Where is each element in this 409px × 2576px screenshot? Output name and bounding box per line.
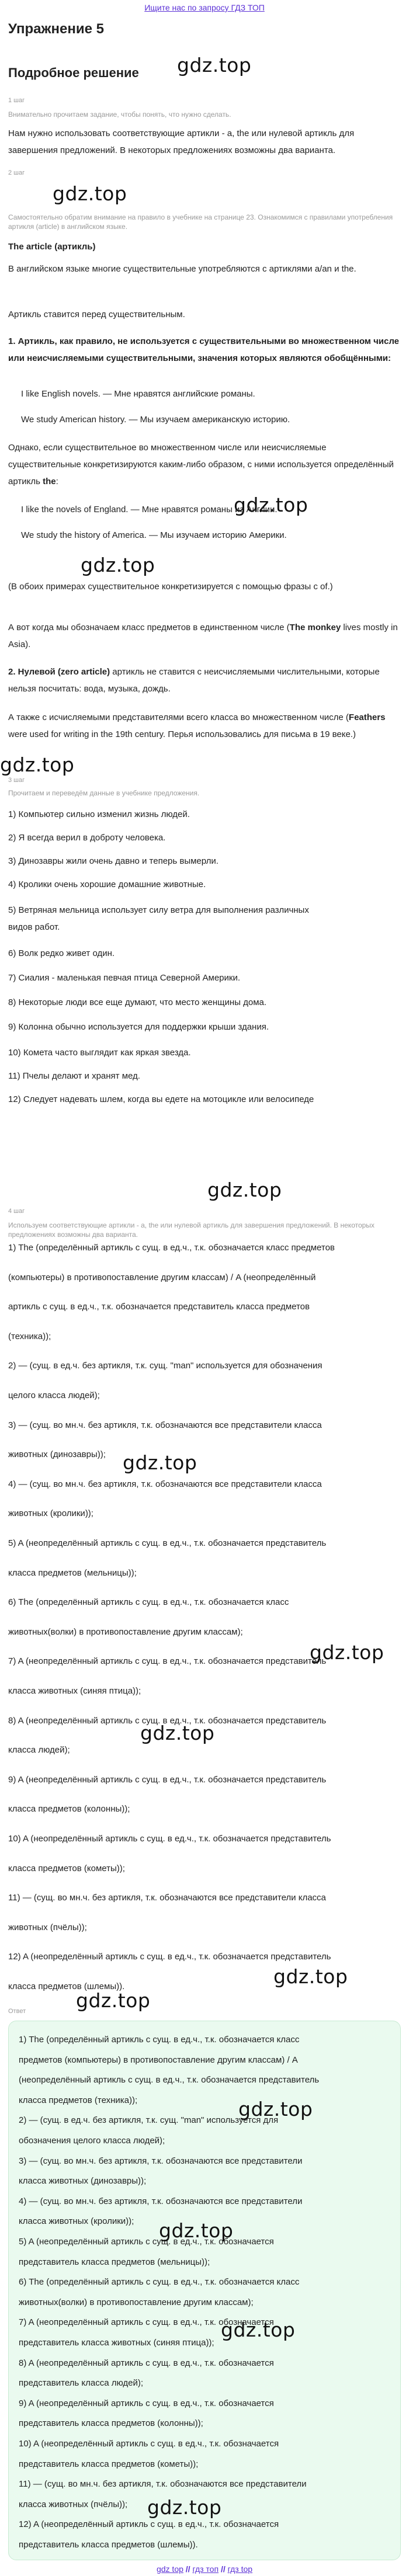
answer-line: предметов (компьютеры) в противопоставление другим классам) / A (19, 2054, 298, 2065)
answer-line: класса предметов (техника)); (19, 2095, 138, 2105)
watermark: gdz.top (53, 182, 127, 205)
example-item: I like the novels of England. — Мне нравятся романы из Англии. (21, 505, 278, 514)
watermark: gdz.top (273, 1965, 348, 1988)
answer-line: 12) A (неопределённый артикль с сущ. в ед.ч., т.к. обозначается (19, 2519, 279, 2530)
solution-line: класса животных (синяя птица)); (8, 1686, 141, 1696)
watermark: gdz.top (76, 1989, 151, 2012)
step-label: 4 шаг (8, 1208, 25, 1215)
section-title: Подробное решение (8, 65, 139, 80)
solution-line: 12) A (неопределённый артикль с сущ. в ед.ч., т.к. обозначается представитель (8, 1952, 331, 1962)
rule-text-part: А также с исчисляемыми представителями всего класса во множественном числе ( (8, 712, 349, 722)
step-intro: Используем соответствующие артикли - a, the или нулевой артикль для завершения предложений. В некоторых предложениях возможны два варианта. (8, 1221, 375, 1239)
step-label: 2 шаг (8, 169, 25, 176)
answer-line: представитель класса животных (синяя птица)); (19, 2338, 214, 2348)
answer-line: 9) A (неопределённый артикль с сущ. в ед.ч., т.к. обозначается (19, 2398, 274, 2408)
rule-text-part: А вот когда мы обозначаем класс предметов в единственном числе ( (8, 623, 290, 632)
step-label: 1 шаг (8, 97, 25, 104)
exercise-title: Упражнение 5 (8, 21, 104, 37)
answer-line: представитель класса предметов (колонны)); (19, 2418, 203, 2429)
solution-line: 3) — (сущ. во мн.ч. без артикля, т.к. обозначаются все представители класса (8, 1420, 322, 1430)
watermark: gdz.top (238, 2098, 313, 2120)
footer-links (0, 2562, 409, 2576)
solution-line: целого класса людей); (8, 1390, 100, 1400)
example-item: We study the history of America. — Мы изучаем историю Америки. (21, 530, 287, 540)
solution-line: 4) — (сущ. во мн.ч. без артикля, т.к. обозначаются все представители класса (8, 1479, 322, 1489)
rule-point (8, 663, 400, 697)
answer-line: 3) — (сущ. во мн.ч. без артикля, т.к. обозначаются все представители (19, 2156, 303, 2166)
footer-separator: // (220, 2564, 226, 2574)
answer-line: 5) A (неопределённый артикль с сущ. в ед.ч., т.к. обозначается (19, 2237, 274, 2247)
watermark: gdz.top (221, 2318, 296, 2341)
solution-line: животных (кролики)); (8, 1508, 93, 1519)
watermark: gdz.top (0, 753, 75, 776)
rule-text (8, 709, 400, 743)
answer-line: 4) — (сущ. во мн.ч. без артикля, т.к. обозначаются все представители (19, 2196, 303, 2206)
sentence-translation: 1) Компьютер сильно изменил жизнь людей. (8, 809, 190, 819)
solution-line: 7) A (неопределённый артикль с сущ. в ед.ч., т.к. обозначается представитель (8, 1656, 327, 1667)
answer-line: представитель класса предметов (мельницы)); (19, 2257, 210, 2267)
step-intro: Прочитаем и переведём данные в учебнике предложения. (8, 789, 200, 797)
sentence-translation: 9) Колонна обычно используется для поддержки крыши здания. (8, 1022, 269, 1032)
footer-separator: // (185, 2564, 190, 2574)
answer-line: класса животных (пчёлы)); (19, 2499, 128, 2509)
answer-line: 2) — (сущ. в ед.ч. без артикля, т.к. сущ. "man" используется для (19, 2115, 279, 2126)
solution-line: 10) A (неопределённый артикль с сущ. в ед.ч., т.к. обозначается представитель (8, 1834, 331, 1844)
step-label: 3 шаг (8, 777, 25, 784)
rule-text-bold: The monkey (289, 623, 341, 632)
rule-text-part: Однако, если существительное во множественном числе или неисчисляемые существительные конкретизируются каким-либо образом, с ними используется определённый артикль (8, 443, 394, 486)
sentence-translation: 4) Кролики очень хорошие домашние животные. (8, 879, 206, 889)
answer-line: 7) A (неопределённый артикль с сущ. в ед.ч., т.к. обозначается (19, 2317, 274, 2328)
watermark: gdz.top (177, 54, 252, 77)
example-item: I like English novels. — Мне нравятся английские романы. (21, 389, 255, 399)
answer-line: 11) — (сущ. во мн.ч. без артикля, т.к. обозначаются все представители (19, 2479, 307, 2490)
sentence-translation: 12) Следует надевать шлем, когда вы едете на мотоцикле или велосипеде (8, 1094, 314, 1104)
solution-line: 6) The (определённый артикль с сущ. в ед.ч., т.к. обозначается класс (8, 1597, 289, 1608)
watermark: gdz.top (123, 1451, 197, 1474)
rule-heading: The article (артикль) (8, 242, 96, 252)
watermark: gdz.top (81, 554, 155, 576)
answer-line: обозначения целого класса людей); (19, 2136, 165, 2146)
solution-line: класса людей); (8, 1745, 70, 1755)
sentence-translation: 6) Волк редко живет один. (8, 948, 115, 958)
solution-line: животных(волки) в противопоставление другим классам); (8, 1626, 243, 1637)
sentence-translation: 10) Комета часто выглядит как яркая звезда. (8, 1048, 191, 1058)
sentence-translation: 3) Динозавры жили очень давно и теперь вымерли. (8, 856, 219, 866)
watermark: gdz.top (140, 1722, 215, 1744)
step-intro: Самостоятельно обратим внимание на правило в учебнике на странице 23. Ознакомимся с правилами употребления артикля (article) в английском языке. (8, 213, 393, 231)
example-item: We study American history. — Мы изучаем американскую историю. (21, 415, 290, 425)
rule-text-part: : (56, 477, 58, 486)
sentence-translation: 8) Некоторые люди все еще думают, что место женщины дома. (8, 997, 267, 1007)
answer-line: (неопределённый артикль с сущ. в ед.ч., т.к. обозначается представитель (19, 2075, 320, 2085)
rule-text-part: lives mostly in Asia). (8, 623, 398, 649)
solution-line: животных (динозавры)); (8, 1449, 106, 1460)
watermark: gdz.top (159, 2219, 234, 2242)
watermark: gdz.top (234, 493, 309, 516)
rule-text (8, 439, 400, 490)
solution-line: 1) The (определённый артикль с сущ. в ед.ч., т.к. обозначается класс предметов (8, 1243, 335, 1253)
rule-point: 1. Артикль, как правило, не используется с существительными во множественном числе или неисчисляемыми существительными, значения которых являются обобщёнными: (8, 336, 400, 363)
solution-line: (техника)); (8, 1331, 51, 1341)
solution-line: 9) A (неопределённый артикль с сущ. в ед.ч., т.к. обозначается представитель (8, 1774, 327, 1785)
footer-link[interactable]: гдз top (227, 2564, 253, 2574)
footer-link[interactable]: gdz top (156, 2564, 183, 2574)
step-text: Нам нужно использовать соответствующие артикли - a, the или нулевой артикль для завершения предложений. В некоторых предложениях возможны два варианта. (8, 128, 355, 155)
watermark: gdz.top (310, 1641, 384, 1664)
sentence-translation: 11) Пчелы делают и хранят мед. (8, 1071, 140, 1081)
answer-line: представитель класса людей); (19, 2378, 144, 2389)
watermark: gdz.top (147, 2496, 222, 2519)
solution-line: класса предметов (мельницы)); (8, 1567, 137, 1578)
sentence-translation: 2) Я всегда верил в доброту человека. (8, 833, 166, 843)
rule-text: (В обоих примерах существительное конкретизируется с помощью фразы с of.) (8, 582, 333, 592)
answer-label: Ответ (8, 2008, 26, 2015)
sentence-translation: видов работ. (8, 922, 60, 932)
solution-line: 2) — (сущ. в ед.ч. без артикля, т.к. сущ. "man" используется для обозначения (8, 1361, 323, 1371)
step-intro: Внимательно прочитаем задание, чтобы понять, что нужно сделать. (8, 110, 231, 119)
solution-line: (компьютеры) в противопоставление другим классам) / A (неопределённый (8, 1272, 316, 1282)
rule-text-bold: Feathers (348, 712, 386, 722)
answer-line: класса животных (динозавры)); (19, 2176, 147, 2186)
rule-text: Артикль ставится перед существительным. (8, 310, 185, 319)
sentence-translation: 5) Ветряная мельница использует силу ветра для выполнения различных (8, 905, 309, 915)
watermark: gdz.top (207, 1179, 282, 1201)
rule-text-part: артикль не ставится с неисчисляемыми числительными, которые нельзя посчитать: вода, музыка, дождь. (8, 667, 380, 694)
answer-line: представитель класса предметов (кометы)); (19, 2459, 199, 2469)
answer-line: класса животных (кролики)); (19, 2216, 134, 2227)
rule-text (8, 619, 400, 653)
solution-line: артикль с сущ. в ед.ч., т.к. обозначается представитель класса предметов (8, 1302, 310, 1312)
answer-line: 10) A (неопределённый артикль с сущ. в ед.ч., т.к. обозначается (19, 2439, 279, 2449)
solution-line: 8) A (неопределённый артикль с сущ. в ед.ч., т.к. обозначается представитель (8, 1715, 327, 1726)
rule-text-part: were used for writing in the 19th century. Перья использовались для письма в 19 веке.) (8, 729, 356, 739)
answer-line: представитель класса предметов (шлемы)). (19, 2540, 198, 2550)
rule-text-bold: 2. Нулевой (zero article) (8, 667, 110, 677)
footer-link[interactable]: гдз топ (192, 2564, 219, 2574)
answer-line: 6) The (определённый артикль с сущ. в ед.ч., т.к. обозначается класс (19, 2277, 300, 2288)
solution-line: класса предметов (колонны)); (8, 1804, 130, 1814)
top-search-link[interactable]: Ищите нас по запросу ГДЗ ТОП (144, 3, 265, 12)
answer-line: 1) The (определённый артикль с сущ. в ед.ч., т.к. обозначается класс (19, 2035, 300, 2045)
answer-line: 8) A (неопределённый артикль с сущ. в ед.ч., т.к. обозначается (19, 2358, 274, 2368)
solution-line: класса предметов (кометы)); (8, 1863, 125, 1873)
solution-line: 5) A (неопределённый артикль с сущ. в ед.ч., т.к. обозначается представитель (8, 1538, 327, 1548)
solution-line: класса предметов (шлемы)). (8, 1981, 125, 1991)
solution-line: 11) — (сущ. во мн.ч. без артикля, т.к. обозначаются все представители класса (8, 1893, 326, 1903)
rule-text-bold: the (43, 477, 56, 486)
solution-line: животных (пчёлы)); (8, 1922, 87, 1932)
answer-line: животных(волки) в противопоставление другим классам); (19, 2297, 254, 2307)
rule-text: В английском языке многие существительные употребляются с артиклями a/an и the. (8, 264, 356, 274)
sentence-translation: 7) Сиалия - маленькая певчая птица Северной Америки. (8, 973, 241, 983)
